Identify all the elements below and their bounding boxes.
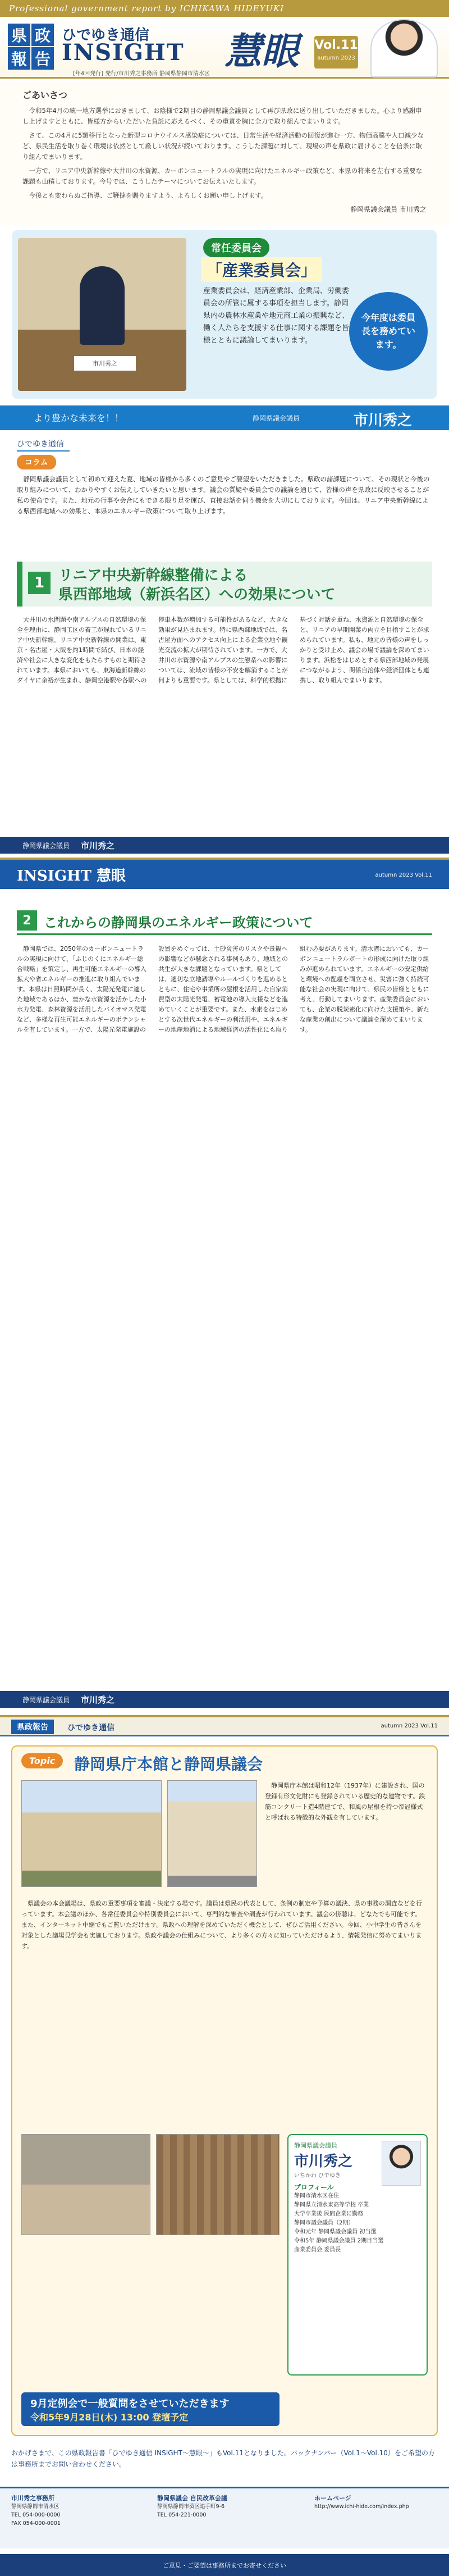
footer-name: 市川秀之 bbox=[81, 840, 115, 851]
footer-name: 市川秀之 bbox=[81, 1694, 115, 1705]
profile-line: 令和5年 静岡県議会議員 2期目当選 bbox=[294, 2238, 384, 2244]
office-block bbox=[314, 2494, 438, 2511]
article1-body bbox=[17, 615, 432, 823]
footer-role: 静岡県議会議員 bbox=[22, 841, 70, 850]
article1-title-line2: 県西部地域（新浜名区）への効果について bbox=[58, 586, 336, 603]
topic-title: 静岡県庁本館と静岡県議会 bbox=[74, 1755, 263, 1773]
office-block bbox=[11, 2494, 146, 2528]
office-line: TEL 054-000-0000 bbox=[11, 2512, 61, 2518]
topic-paragraph: 静岡県庁本館は昭和12年（1937年）に建設され、国の登録有形文化財にも登録されている歴史的な建物です。鉄筋コンクリート造4階建てで、和風の屋根を持つ帝冠様式と呼ばれる特徴的な外観を有しています。 bbox=[265, 1782, 425, 1821]
publication-info: [年4回発行] 発行/市川秀之事務所 静岡県静岡市清水区 bbox=[73, 71, 210, 77]
article1-heading bbox=[17, 562, 432, 607]
profile-name: 市川秀之 bbox=[294, 2153, 353, 2170]
volume-badge bbox=[314, 36, 358, 69]
office-line: FAX 054-000-0001 bbox=[11, 2520, 61, 2527]
committee-panel bbox=[12, 230, 437, 399]
slogan-text: より豊かな未来を！！ bbox=[34, 413, 124, 423]
badge-char: 政 bbox=[31, 24, 54, 46]
office-block bbox=[157, 2494, 303, 2519]
greeting-paragraph: 令和5年4月の統一地方選挙におきまして、お陰様で2期目の静岡県議会議員として再び県政に送り出していただきました。心より感謝申し上げますとともに、皆様方からいただいた負託に応えるべく、その重責を胸に全力で取り組んでまいります。 bbox=[22, 107, 422, 125]
article1-number: 1 bbox=[28, 572, 51, 594]
topic-text-2 bbox=[21, 1898, 425, 1954]
committee-photo bbox=[18, 238, 186, 391]
greeting-paragraph: 今後とも変わらぬご指導、ご鞭撻を賜りますよう、よろしくお願い申し上げます。 bbox=[29, 192, 268, 199]
page2-logo: INSIGHT 慧眼 bbox=[17, 868, 126, 884]
newsletter-subtitle: ひでゆき通信 bbox=[62, 27, 150, 44]
slogan-role: 静岡県議会議員 bbox=[253, 414, 300, 422]
article2-number: 2 bbox=[17, 910, 37, 931]
page3-tag: 県政報告 bbox=[11, 1720, 54, 1734]
article2-text: 静岡県では、2050年のカーボンニュートラルの実現に向けて、「ふじのくにエネルギー総合戦略」を策定し、再生可能エネルギーの導入拡大や省エネルギーの推進に取り組んでいます。本県は日照時間が長く、太陽光発電に適した地域であるほか、豊かな水資源を活かした小水力発電、森林資源を活用したバイオマス発電など、多様な再生可能エネルギーのポテンシャルを有しています。一方で、太陽光発電施設の設置をめぐっては、土砂災害のリスクや景観への影響などが懸念される事例もあり、地域との共生が大きな課題となっています。県としては、適切な立地誘導やルールづくりを進めるとともに、住宅や事業所の屋根を活用した自家消費型の太陽光発電、蓄電池の導入支援などを進めていくことが重要です。また、水素をはじめとする次世代エネルギーの利活用や、エネルギーの地産地消による地域経済の活性化にも取り組む必要があります。清水港においても、カーボンニュートラルポートの形成に向けた取り組みが進められています。エネルギーの安定供給と環境への配慮を両立させ、災害に強く持続可能な社会の実現に向けて、県民の皆様とともに考え、行動してまいります。産業委員会においても、企業の脱炭素化に向けた支援策や、新たな産業の創出について議論を深めてまいります。 bbox=[17, 945, 429, 1033]
office-name: 静岡県議会 自民改革会議 bbox=[157, 2495, 227, 2502]
office-line: 静岡県静岡市清水区 bbox=[11, 2504, 59, 2510]
office-name: ホームページ bbox=[314, 2495, 351, 2502]
column-text: 静岡県議会議員として初めて迎えた夏、地域の皆様から多くのご意見やご要望をいただきました。県政の諸課題について、その現状と今後の取り組みについて、わかりやすくお伝えしていきたいと思います。議会の質疑や委員会での議論を通じて、皆様の声を県政に反映させることが私の使命です。また、地元の行事や会合にもできる限り足を運び、直接お話を伺う機会を大切にしております。今回は、リニア中央新幹線による県西部地域への効果と、本県のエネルギー政策について取り上げます。 bbox=[17, 475, 430, 515]
website-link[interactable]: http://www.ichi-hide.com/index.php bbox=[314, 2504, 409, 2510]
page2-meta: autumn 2023 Vol.11 bbox=[375, 872, 432, 878]
office-name: 市川秀之事務所 bbox=[11, 2495, 54, 2502]
greeting-paragraph: 一方で、リニア中央新幹線や大井川の水資源、カーボンニュートラルの実現に向けたエネルギー政策など、本県の将来を左右する重要な課題も山積しております。今号では、こうしたテーマについてお伝えいたします。 bbox=[22, 167, 423, 185]
greeting-paragraph: さて、この4月に5類移行となった新型コロナウイルス感染症については、日常生活や経済活動の回復が進む一方、物価高騰や人口減少など、県民生活を取り巻く環境は依然として厳しい状況が続いております。こうした課題に対して、現場の声を県政に届けることを信条に取り組んでまいります。 bbox=[22, 131, 424, 161]
page3-header bbox=[0, 1717, 449, 1736]
committee-description: 産業委員会は、経済産業部、企業局、労働委員会の所管に属する事項を担当します。静岡県内の農林水産業や地元商工業の振興など、働く人たちを支援する仕事に関する課題を皆様とともに議論してまいります。 bbox=[203, 287, 350, 345]
prefectural-office-photo bbox=[21, 1780, 162, 1887]
office-bottom-bar: ご意見・ご要望は事務所までお寄せください bbox=[0, 2554, 449, 2576]
article1-title bbox=[58, 566, 335, 604]
profile-line: 大学卒業後 民間企業に勤務 bbox=[294, 2211, 364, 2217]
chairman-circle: 今年度は委員長を務めています。 bbox=[349, 292, 428, 371]
page2-footer bbox=[0, 1691, 449, 1708]
september-session-line1: 9月定例会で一般質問をさせていただきます bbox=[30, 2398, 230, 2410]
profile-label: プロフィール bbox=[294, 2183, 334, 2191]
page3-title: ひでゆき通信 bbox=[67, 1724, 114, 1732]
masthead bbox=[0, 17, 449, 79]
assembly-seats-photo bbox=[156, 2134, 280, 2235]
column-tag: コラム bbox=[17, 455, 56, 469]
badge-char: 報 bbox=[8, 47, 30, 70]
page-1 bbox=[0, 0, 449, 858]
volume-number: Vol.11 bbox=[314, 38, 358, 52]
greeting-heading: ごあいさつ bbox=[22, 90, 68, 101]
committee-name: 「産業委員会」 bbox=[201, 257, 322, 282]
page-3 bbox=[0, 1715, 449, 2574]
newsletter-title: INSIGHT bbox=[62, 39, 185, 66]
article1-text: 大井川の水問題や南アルプスの自然環境の保全を理由に、静岡工区の着工が遅れているリニア中央新幹線。リニア中央新幹線の開業は、東京・名古屋・大阪を約1時間で結び、日本の経済や社会に大きな変化をもたらすものと期待されています。本県においても、東海道新幹線のダイヤに余裕が生まれ、静岡空港駅や各駅への停車本数が増加する可能性があるなど、大きな効果が見込まれます。特に県西部地域では、名古屋方面へのアクセス向上による企業立地や観光交流の拡大が期待されています。一方で、大井川の水資源や南アルプスの生態系への影響については、流域の皆様の不安を解消することが何よりも重要です。県としては、科学的根拠に基づく対話を重ね、水資源と自然環境の保全と、リニアの早期開業の両立を目指すことが求められています。私も、地元の皆様の声をしっかりと受け止め、議会の場で議論を深めてまいります。浜松をはじめとする県西部地域の発展につながるよう、関係自治体や経済団体とも連携し、取り組んでまいります。 bbox=[17, 616, 429, 684]
person-figure bbox=[80, 266, 125, 345]
newsletter-kanji-title: 慧眼 bbox=[224, 29, 299, 73]
prefectural-report-badge bbox=[8, 24, 54, 70]
profile-line: 静岡市議会議員（2期） bbox=[294, 2220, 354, 2226]
greeting-section bbox=[0, 81, 449, 225]
profile-kana: いちかわ ひでゆき bbox=[294, 2173, 341, 2179]
article2-body bbox=[17, 944, 432, 1652]
prefectural-office-tower-photo bbox=[167, 1780, 257, 1887]
profile-line: 令和元年 静岡県議会議員 初当選 bbox=[294, 2229, 377, 2235]
profile-line: 静岡市清水区在住 bbox=[294, 2193, 339, 2199]
topic-paragraph: 県議会の本会議場は、県政の重要事項を審議・決定する場です。議員は県民の代表として、条例の制定や予算の議決、県の事務の調査などを行っています。本会議のほか、各常任委員会や特別委員会において、専門的な審査や調査が行われています。議会の傍聴は、どなたでも可能です。また、インターネット中継でもご覧いただけます。県政への理解を深めていただく機会として、ぜひご活用ください。今回、小中学生の皆さんを対象とした議場見学会も実施しております。県政や議会の仕組みについて、より多くの方々に知っていただけるよう、情報発信に努めてまいります。 bbox=[21, 1900, 422, 1950]
september-session-line2: 令和5年9月28日(木) 13:00 登壇予定 bbox=[30, 2412, 189, 2423]
article1-title-line1: リニア中央新幹線整備による bbox=[58, 567, 248, 584]
page2-header bbox=[0, 860, 449, 889]
slogan-name: 市川秀之 bbox=[354, 412, 413, 429]
column-section bbox=[17, 455, 432, 517]
profile-card bbox=[287, 2134, 428, 2376]
slogan-bar bbox=[0, 405, 449, 430]
profile-title: 静岡県議会議員 bbox=[294, 2142, 337, 2149]
office-line: 静岡県静岡市葵区追手町9-6 bbox=[157, 2504, 225, 2510]
topic-panel bbox=[11, 1745, 438, 2436]
profile-photo bbox=[382, 2141, 421, 2186]
nameplate: 市川秀之 bbox=[74, 356, 136, 371]
footer-role: 静岡県議会議員 bbox=[22, 1695, 70, 1704]
top-strip: Professional government report by ICHIKAWA HIDEYUKI bbox=[0, 0, 449, 17]
thanks-note: おかげさまで、この県政報告書「ひでゆき通信 INSIGHT〜慧眼〜」もVol.11となりました。バックナンバー（Vol.1〜Vol.10）をご希望の方は事務所までお問い合わせください。 bbox=[11, 2449, 435, 2468]
author-portrait bbox=[370, 19, 438, 77]
greeting-signature: 静岡県議会議員 市川秀之 bbox=[350, 206, 427, 213]
september-session-banner bbox=[21, 2392, 280, 2426]
topic-text-1 bbox=[265, 1780, 428, 1825]
badge-char: 告 bbox=[31, 47, 54, 70]
volume-season: autumn 2023 bbox=[317, 55, 355, 61]
page-2 bbox=[0, 858, 449, 1715]
office-info-bar bbox=[0, 2487, 449, 2548]
office-line: TEL 054-221-0000 bbox=[157, 2512, 207, 2518]
assembly-hall-photo bbox=[21, 2134, 150, 2235]
section-label: ひでゆき通信 bbox=[17, 438, 70, 452]
profile-line: 産業委員会 委員長 bbox=[294, 2247, 341, 2253]
topic-tag: Topic bbox=[21, 1753, 63, 1768]
article2-title: これからの静岡県のエネルギー政策について bbox=[44, 915, 313, 931]
profile-line: 静岡県立清水東高等学校 卒業 bbox=[294, 2202, 369, 2208]
badge-char: 県 bbox=[8, 24, 30, 46]
committee-tag: 常任委員会 bbox=[203, 238, 269, 257]
page3-meta: autumn 2023 Vol.11 bbox=[381, 1723, 438, 1729]
page1-footer bbox=[0, 837, 449, 854]
article2-heading bbox=[17, 908, 432, 935]
